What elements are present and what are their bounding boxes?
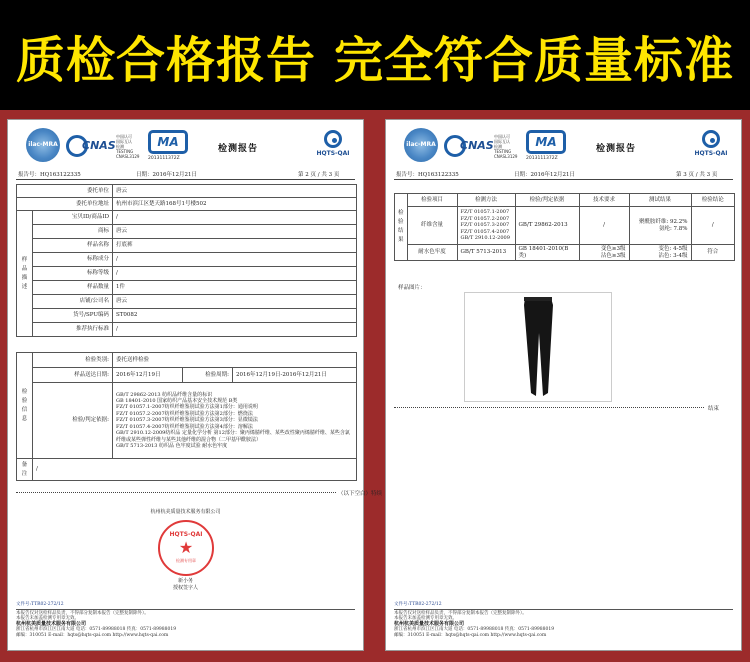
send-date-value: 2016年12月19日 [113,368,183,383]
logo-row [386,128,741,164]
report-date: 日期：2016年12月21日 [136,172,197,178]
header-rule [394,179,733,180]
table-row [17,198,357,211]
inspection-stamp: HQTS-QAI ★ 检测专用章 [158,520,214,576]
table-row: 检验信息 检验类别: 委托送样检验 [17,353,357,368]
cnas-caption: 中国认可 国际互认 检测 TESTING CNASL3129 [116,134,140,159]
table-row: 样品名称 打底裤 [17,239,357,253]
col-header: 检验/判定依据 [515,194,579,207]
cnas-caption: 中国认可 国际互认 检测 TESTING CNASL3129 [494,134,518,159]
table-row: 标称成分 / [17,253,357,267]
table-row: 店铺/公司名 唐云 [17,295,357,309]
hqts-logo: HQTS-QAI [310,130,356,157]
page-number: 第 2 页 / 共 3 页 [298,172,340,178]
logo-row [8,128,363,164]
table-row: 商标 唐云 [17,225,357,239]
client-value: 唐云 [113,185,357,198]
signer-title: 授权签字人 [172,585,198,591]
issuer-name: 杭州杭美质量技术服务有限公司 [150,509,221,515]
sample-photo [464,292,612,402]
table-row: 纤维含量 FZ/T 01057.1-2007 FZ/T 01057.2-2007 FZ/T 01057.3-2007 FZ/T 01057.4-2007 GB/T 2910.12-2009 GB/T 29862-2013 / 聚酰胺纤维: 92.2% 氨纶: 7.8% / [395,207,735,245]
page-footer: 文件号:TTR02-272/12 本报告仅对送检样品负责，不得部分复制本报告（完整复制除外）。 本报告未加盖检测专用章无效。 杭州杭美质量技术服务有限公司 浙江省杭州市滨江区江南大道 电话：0571-89988018 传真：0571-89988019 邮编：310051 E-mail：hqts@hqts-qai.com http://www.hqts-qai.com [16,602,355,638]
table-row [17,459,357,481]
hqts-logo: HQTS-QAI [688,130,734,157]
cma-logo: MA [148,130,188,154]
cma-code: 2013111372Z [148,156,180,161]
cnas-logo: CNAS [444,131,494,161]
continue-mark: （以下空白）特续 [338,491,383,497]
leggings-image [465,293,613,403]
remark-value: / [33,459,357,481]
report-number: 报告号：HQ163122335 [396,172,459,178]
ilac-mra-logo: ilac-MRA [404,128,438,162]
remark-section-label: 备注 [17,459,33,481]
report-number: 报告号：HQ163122335 [18,172,81,178]
client-addr-label: 委托单位地址 [17,198,113,211]
sample-section-label: 样品描述 [17,211,33,337]
inspection-table [16,352,357,481]
star-icon: ★ [178,538,194,557]
end-dotted-line [16,492,336,493]
col-header: 检测方法 [457,194,515,207]
table-row [395,194,735,207]
period-value: 2016年12月19日-2016年12月21日 [233,368,357,383]
sample-table [16,184,357,337]
cnas-logo: CNAS [66,131,116,161]
report-page-2 [7,119,383,651]
table-row: 标称等级 / [17,267,357,281]
top-banner [0,0,750,110]
banner-title: 质检合格报告 完全符合质量标准 [15,32,735,89]
results-section-label: 检验结果 [395,194,408,261]
table-row: 货号/SPU编码 ST0082 [17,309,357,323]
col-header: 测试结果 [629,194,691,207]
cma-logo: MA [526,130,566,154]
table-row: 样品描述 宝贝ID/商品ID / [17,211,357,225]
signer-name: 新小务 [177,578,193,584]
table-row [17,185,357,198]
ilac-mra-logo: ilac-MRA [26,128,60,162]
table-row: 样品送达日期: 2016年12月19日 检验周期: 2016年12月19日-2016年12月21日 [17,368,357,383]
cma-code: 2013111372Z [526,156,558,161]
client-label: 委托单位 [17,185,113,198]
table-row: 检验/判定依据: GB/T 29862-2013 纺织品纤维含量的标识 GB 18401-2010 国家纺织产品基本安全技术规范 B类 FZ/T 01057.1-2007纺织纤维鉴别试验方法第1部分：通用说明 FZ/T 01057.2-2007纺织纤维鉴别试验方法第2部分：燃烧法 FZ/T 01057.3-2007纺织纤维鉴别试验方法第3部分：显微镜法 FZ/T 01057.4-2007纺织纤维鉴别试验方法第4部分：溶解法 GB/T 2910.12-2009纺织品 定量化学分析 第12部分：聚丙烯腈纤维、某些改性聚丙烯腈纤维、某些含氯纤维或某些弹性纤维与某些其他纤维的混合物（二甲基甲酰胺法） GB/T 5713-2013 纺织品 色牢度试验 耐水色牢度 [17,383,357,459]
hqts-ring-icon [324,130,342,148]
table-row: 推荐执行标准 / [17,323,357,337]
doc-title: 检测报告 [596,144,637,154]
page-number: 第 3 页 / 共 3 页 [676,172,718,178]
report-page-3 [385,119,742,651]
hqts-ring-icon [702,130,720,148]
photo-label: 样品图片： [398,285,426,291]
table-row: 样品数量 1件 [17,281,357,295]
table-row: 耐水色牢度 GB/T 5713-2013 GB 18401-2010(B类) 变色≥3级 沾色≥3级 变色: 4-5级 沾色: 3-4级 符合 [395,245,735,261]
page-footer: 文件号:TTR02-272/12 本报告仅对送检样品负责，不得部分复制本报告（完整复制除外）。 本报告未加盖检测专用章无效。 杭州杭美质量技术服务有限公司 浙江省杭州市滨江区江南大道 电话：0571-89988018 传真：0571-89988019 邮编：310051 E-mail：hqts@hqts-qai.com http://www.hqts-qai.com [394,602,733,638]
standards-list: GB/T 29862-2013 纺织品纤维含量的标识 GB 18401-2010 国家纺织产品基本安全技术规范 B类 FZ/T 01057.1-2007纺织纤维鉴别试验方法第1部分：通用说明 FZ/T 01057.2-2007纺织纤维鉴别试验方法第2部分：燃烧法 FZ/T 01057.3-2007纺织纤维鉴别试验方法第3部分：显微镜法 FZ/T 01057.4-2007纺织纤维鉴别试验方法第4部分：溶解法 GB/T 2910.12-2009纺织品 定量化学分析 第12部分：聚丙烯腈纤维、某些改性聚丙烯腈纤维、某些含氯纤维或某些弹性纤维与某些其他纤维的混合物（二甲基甲酰胺法） GB/T 5713-2013 纺织品 色牢度试验 耐水色牢度 [113,383,357,459]
report-date: 日期：2016年12月21日 [514,172,575,178]
col-header: 检验结论 [691,194,734,207]
header-rule [16,179,355,180]
inspect-type-value: 委托送样检验 [113,353,357,368]
results-table [394,193,735,261]
end-mark: 结束 [708,406,720,412]
col-header: 检验项目 [407,194,457,207]
end-dotted-line [394,407,704,408]
client-addr-value: 杭州市滨江区楚天路168号1号楼502 [113,198,357,211]
inspect-section-label: 检验信息 [17,353,33,459]
doc-title: 检测报告 [218,144,259,154]
col-header: 技术要求 [579,194,629,207]
